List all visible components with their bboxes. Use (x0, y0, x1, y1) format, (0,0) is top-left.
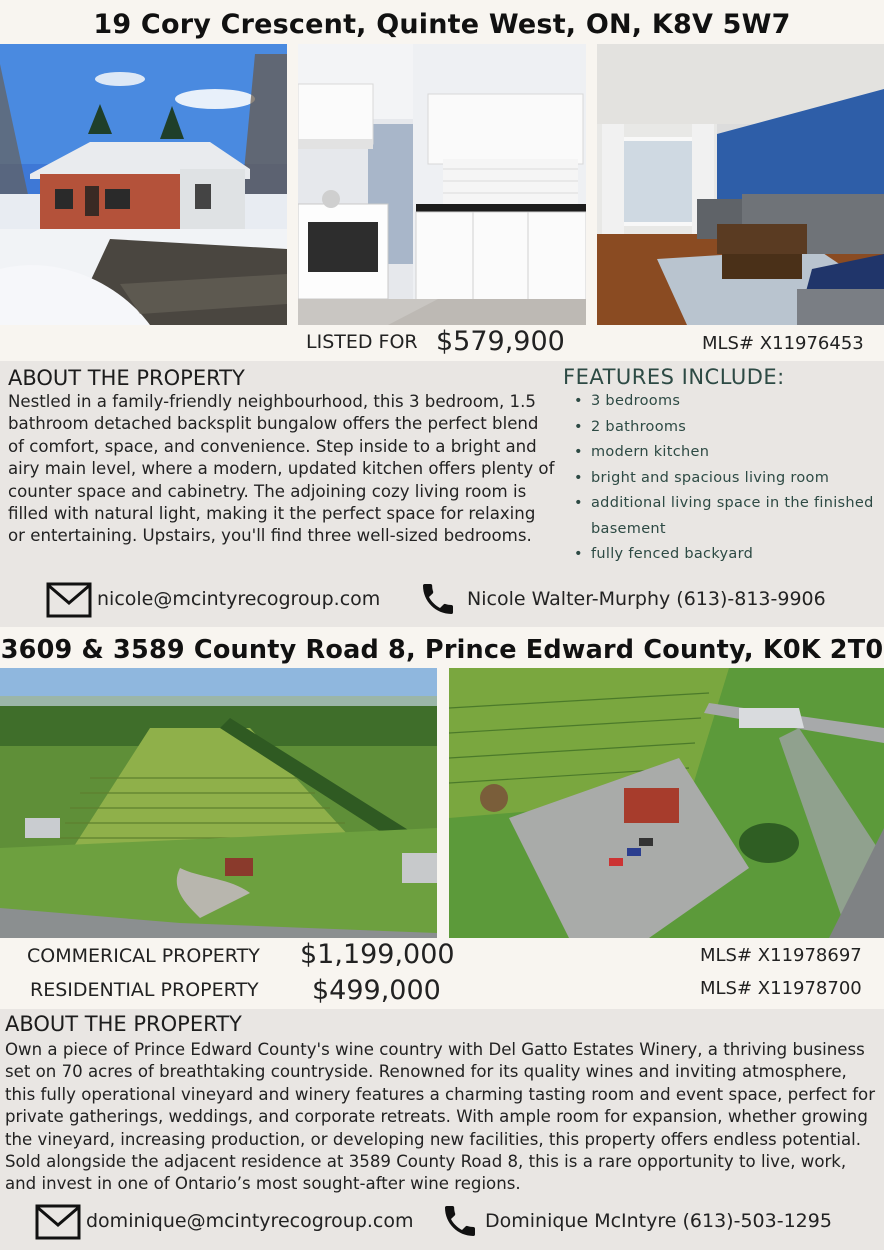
listing1-phone-link[interactable]: Nicole Walter-Murphy (613)-813-9906 (467, 588, 826, 610)
feature-item: • additional living space in the finished basement (564, 491, 882, 542)
features-heading: FEATURES INCLUDE: (563, 365, 785, 389)
residential-mls: MLS# X11978700 (700, 978, 862, 999)
phone-icon (440, 1201, 480, 1241)
phone-icon (418, 579, 458, 619)
listing1-about-heading: ABOUT THE PROPERTY (8, 366, 245, 390)
feature-item: • fully fenced backyard (564, 542, 882, 568)
commercial-price: $1,199,000 (300, 939, 455, 970)
listing2-about-text: Own a piece of Prince Edward County's wine country with Del Gatto Estates Winery, a thriving business set on 70 acres of breathtaking countryside. Renowned for its quality wines and inviting atmosphere, this fully operational vineyard and winery features a charming tasting room and event space, perfect for private gatherings, weddings, and corporate retreats. With ample room for expansion, whether growing the vineyard, increasing production, or developing new facilities, this property offers endless potential. Sold alongside the adjacent residence at 3589 County Road 8, this is a rare opportunity to live, work, and invest in one of Ontario’s most sought-after wine regions. (5, 1040, 876, 1194)
listing2-info-band (0, 1009, 884, 1250)
feature-item: • bright and spacious living room (564, 466, 882, 492)
listing1-mls: MLS# X11976453 (702, 333, 864, 354)
listing1-title: 19 Cory Crescent, Quinte West, ON, K8V 5W7 (93, 9, 791, 40)
listing2-email-link[interactable]: dominique@mcintyrecogroup.com (86, 1210, 414, 1232)
commercial-label: COMMERICAL PROPERTY (27, 945, 260, 967)
listing1-price: $579,900 (436, 326, 565, 357)
envelope-icon (35, 1204, 81, 1240)
listing1-about-text: Nestled in a family-friendly neighbourhood, this 3 bedroom, 1.5 bathroom detached backsplit bungalow offers the perfect blend of comfort, space, and convenience. Step inside to a bright and airy main level, where a modern, updated kitchen offers plenty of counter space and cabinetry. The adjoining cozy living room is filled with natural light, making it the perfect space for relaxing or entertaining. Upstairs, you'll find three well-sized bedrooms. (8, 392, 555, 546)
feature-item: • 3 bedrooms (564, 389, 882, 415)
features-list (564, 389, 882, 568)
listing1-info-band (0, 361, 884, 627)
feature-item: • modern kitchen (564, 440, 882, 466)
feature-item: • 2 bathrooms (564, 415, 882, 441)
listing2-title: 3609 & 3589 County Road 8, Prince Edward County, K0K 2T0 (0, 635, 884, 665)
listing2-about-heading: ABOUT THE PROPERTY (5, 1012, 242, 1036)
vineyard-aerial-photo (0, 668, 437, 938)
residential-label: RESIDENTIAL PROPERTY (30, 979, 259, 1001)
kitchen-photo (298, 44, 586, 325)
listing2-phone-link[interactable]: Dominique McIntyre (613)-503-1295 (485, 1210, 832, 1232)
listed-for-label: LISTED FOR (306, 331, 418, 353)
commercial-mls: MLS# X11978697 (700, 945, 862, 966)
listing1-email-link[interactable]: nicole@mcintyrecogroup.com (97, 588, 381, 610)
living-room-photo (597, 44, 884, 325)
residential-price: $499,000 (312, 975, 441, 1006)
envelope-icon (46, 582, 92, 618)
house-exterior-photo (0, 44, 287, 325)
winery-aerial-photo (449, 668, 884, 938)
